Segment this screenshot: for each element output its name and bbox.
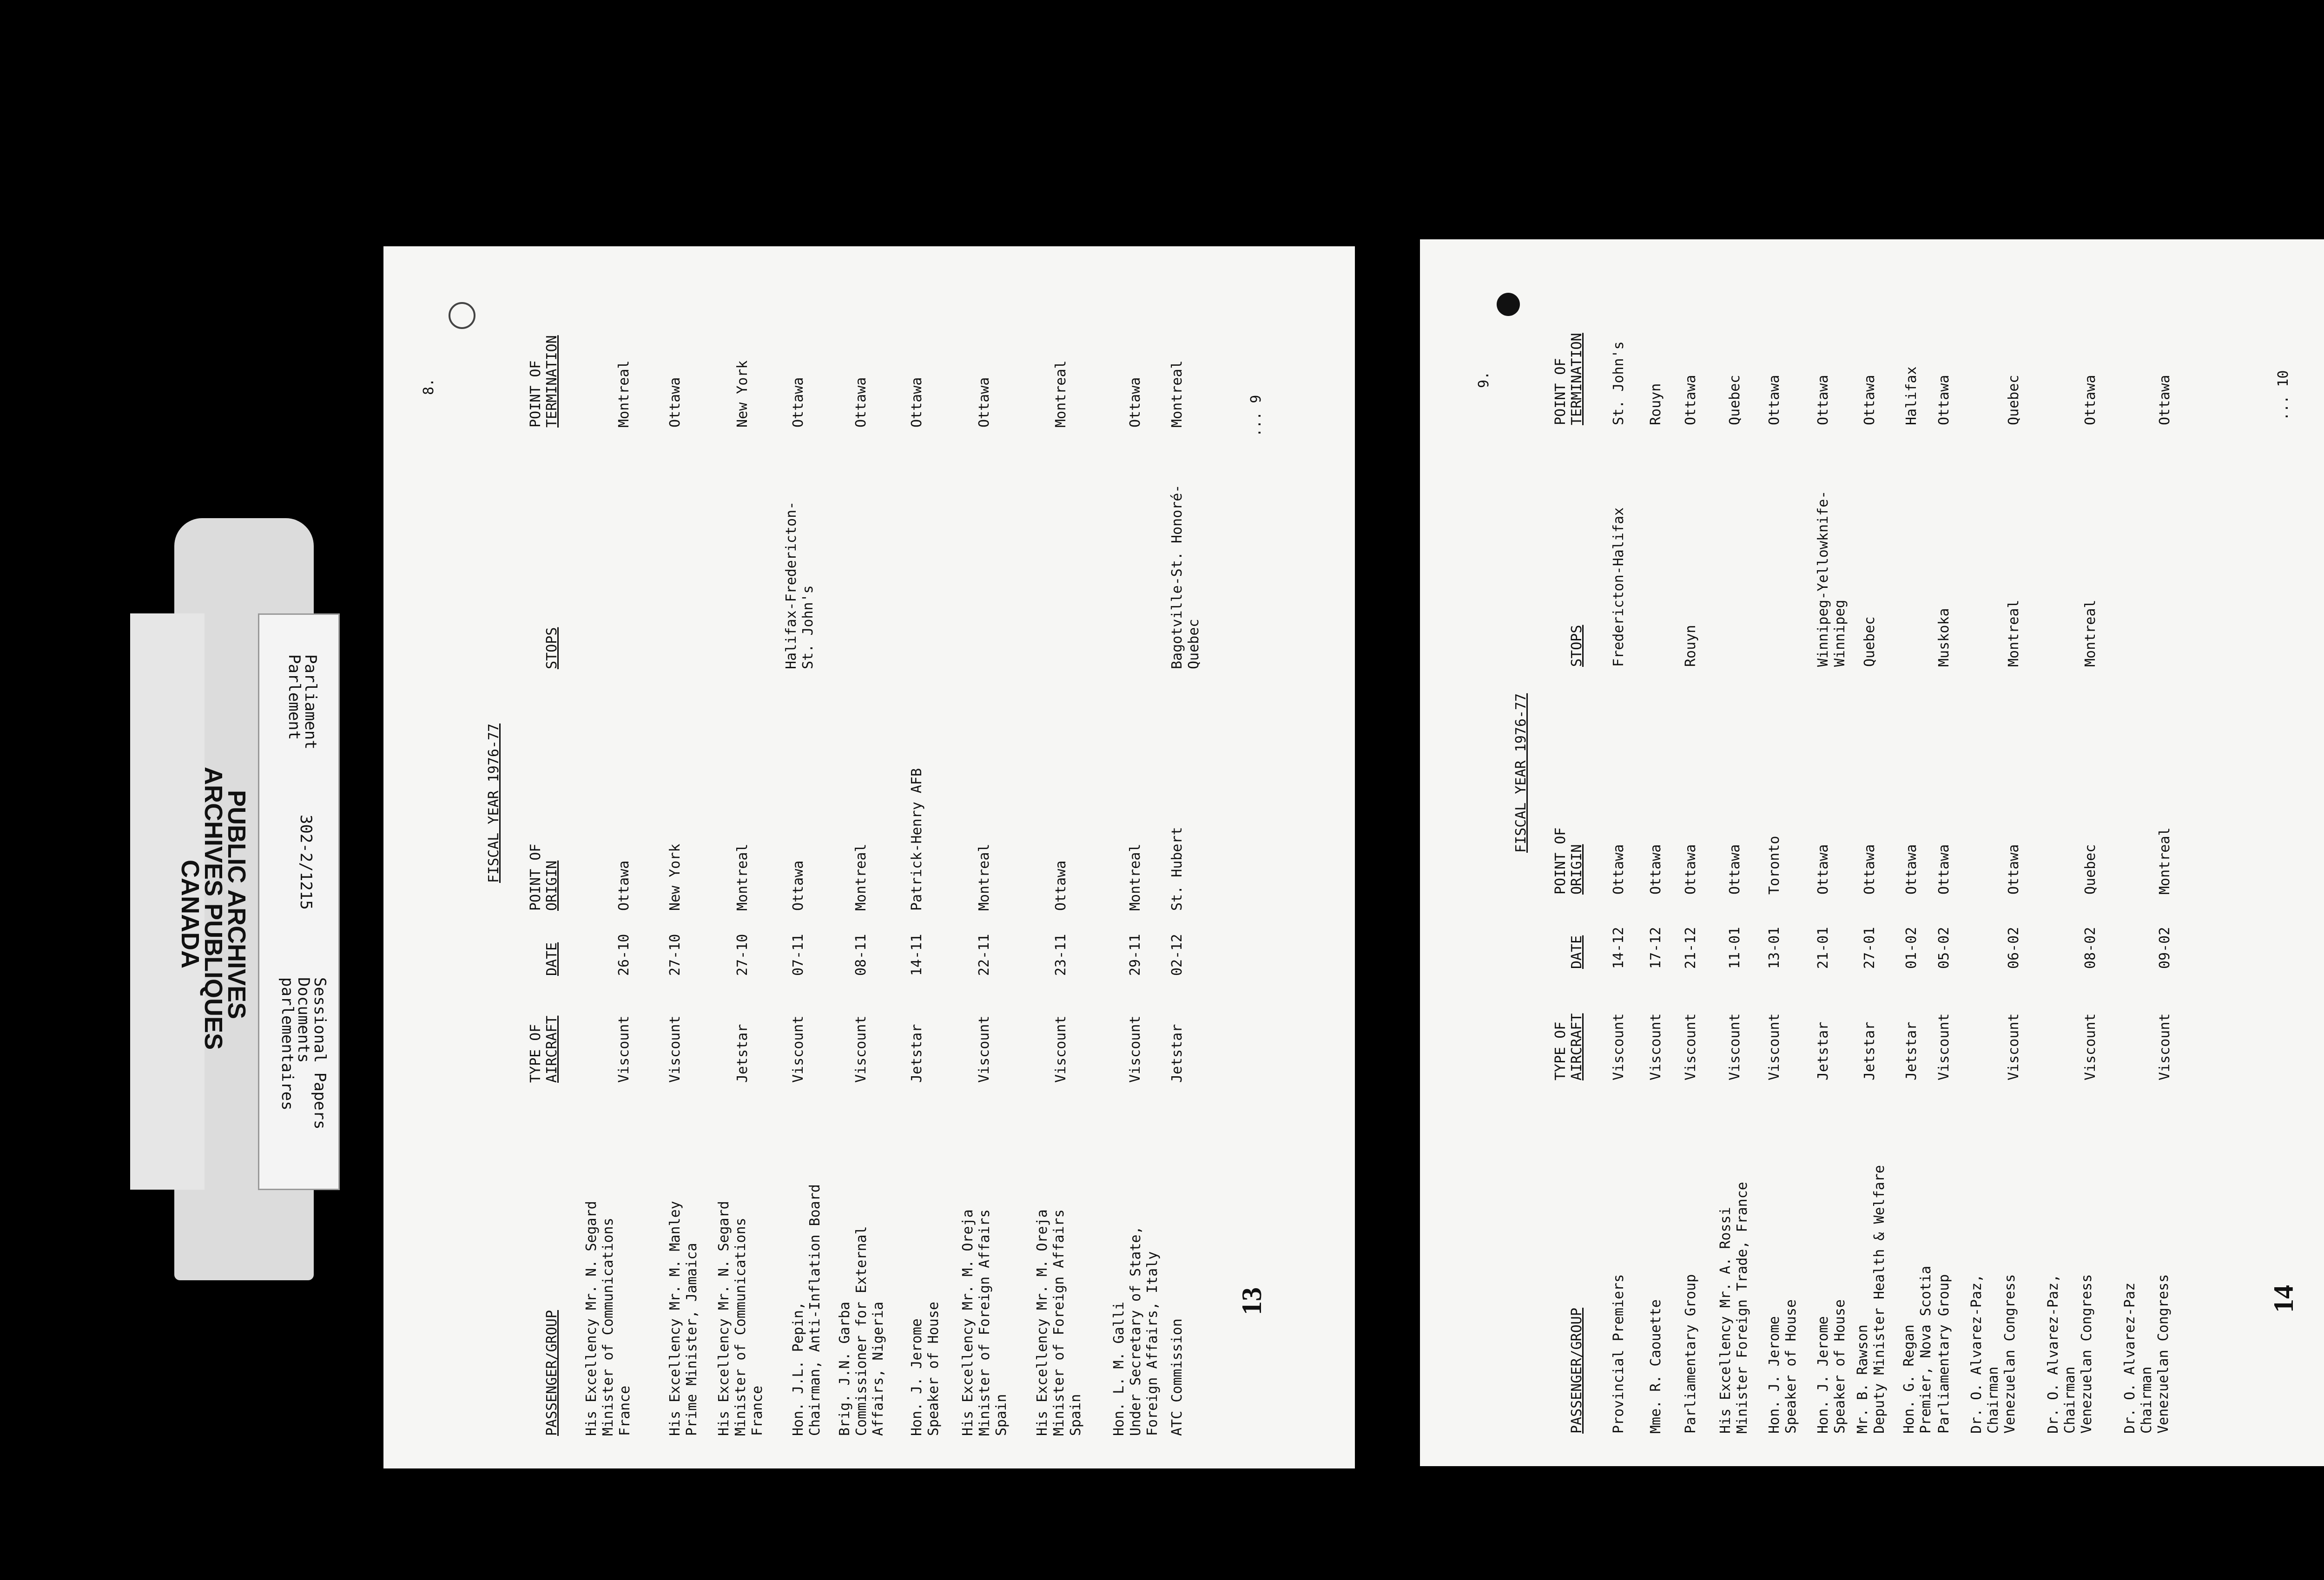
cell-termination: Quebec <box>1727 375 1743 425</box>
header-date: DATE <box>544 942 560 976</box>
cell-date: 13-01 <box>1766 927 1783 969</box>
cell-termination: Ottawa <box>1862 375 1878 425</box>
cell-passenger: ATC Commission <box>1169 1318 1185 1436</box>
cell-origin: Ottawa <box>790 860 806 911</box>
cell-stops: Quebec <box>1862 616 1878 667</box>
header-origin-2: ORIGIN <box>544 860 560 911</box>
cell-aircraft: Viscount <box>2157 1013 2173 1080</box>
cell-passenger: His Excellency Mr. A. Rossi Minister Foreign Trade, France <box>1717 1182 1750 1434</box>
cell-termination: Ottawa <box>790 377 806 428</box>
cell-origin: Ottawa <box>1053 860 1069 911</box>
cell-date: 08-02 <box>2082 927 2099 969</box>
cell-origin: Toronto <box>1766 836 1783 895</box>
document-page-right <box>1420 239 2324 1466</box>
cell-date: 26-10 <box>616 934 632 976</box>
cell-origin: Ottawa <box>1936 844 1952 895</box>
cell-origin: Montreal <box>853 843 869 911</box>
cell-aircraft: Viscount <box>1766 1013 1783 1080</box>
archives-line-3: CANADA <box>176 860 204 968</box>
cell-termination: Ottawa <box>853 377 869 428</box>
cell-termination: Halifax <box>1903 366 1920 425</box>
fiscal-year-title: FISCAL YEAR 1976-77 <box>486 723 502 883</box>
cell-date: 23-11 <box>1053 934 1069 976</box>
cell-termination: Ottawa <box>909 377 925 428</box>
cell-stops: Montreal <box>2006 599 2022 667</box>
header-termination-2: TERMINATION <box>1569 333 1585 425</box>
cell-origin: Ottawa <box>1611 844 1627 895</box>
cell-date: 27-01 <box>1862 927 1878 969</box>
header-aircraft-1: TYPE OF <box>528 1024 544 1083</box>
cell-passenger: Dr. O. Alvarez-Paz Chairman Venezuelan Congress <box>2122 1274 2172 1434</box>
label-sessional-2: Documents <box>294 977 313 1063</box>
cell-passenger: His Excellency Mr. M. Manley Prime Minister, Jamaica <box>667 1201 700 1436</box>
cell-aircraft: Jetstar <box>734 1024 751 1083</box>
page-number: 9. <box>1476 371 1492 388</box>
cell-origin: Montreal <box>2157 827 2173 895</box>
label-parlement: Parlement <box>285 654 304 740</box>
cell-aircraft: Jetstar <box>1903 1021 1920 1080</box>
cell-date: 14-11 <box>909 934 925 976</box>
cell-stops: Fredericton-Halifax <box>1611 507 1627 667</box>
header-origin-2: ORIGIN <box>1569 844 1585 895</box>
cell-termination: Ottawa <box>1815 375 1831 425</box>
cell-date: 21-12 <box>1683 927 1699 969</box>
cell-origin: Ottawa <box>1683 844 1699 895</box>
cell-date: 05-02 <box>1936 927 1952 969</box>
cell-aircraft: Viscount <box>1611 1013 1627 1080</box>
cell-aircraft: Viscount <box>1648 1013 1664 1080</box>
cell-origin: Quebec <box>2082 844 2099 895</box>
cell-aircraft: Viscount <box>1683 1013 1699 1080</box>
cell-passenger: Brig. J.N. Garba Commissioner for External Affairs, Nigeria <box>837 1226 886 1436</box>
cell-date: 07-11 <box>790 934 806 976</box>
cell-date: 17-12 <box>1648 927 1664 969</box>
right-page-content <box>1420 239 2324 1466</box>
cell-aircraft: Viscount <box>853 1015 869 1083</box>
cell-aircraft: Viscount <box>976 1015 992 1083</box>
sheet-number: 13 <box>1236 1287 1267 1315</box>
cell-date: 11-01 <box>1727 927 1743 969</box>
cell-origin: Montreal <box>734 843 751 911</box>
cell-date: 01-02 <box>1903 927 1920 969</box>
cell-termination: New York <box>734 360 751 428</box>
cell-passenger: Hon. J.L. Pepin, Chairman, Anti-Inflation Board <box>790 1184 823 1436</box>
fiscal-year-title: FISCAL YEAR 1976-77 <box>1513 693 1529 853</box>
header-date: DATE <box>1569 935 1585 969</box>
cell-aircraft: Viscount <box>616 1015 632 1083</box>
cell-termination: Ottawa <box>1766 375 1783 425</box>
cell-termination: Ottawa <box>1936 375 1952 425</box>
left-page-content <box>383 246 1355 1468</box>
cell-stops: Rouyn <box>1683 625 1699 667</box>
header-aircraft-2: AIRCRAFT <box>1569 1013 1585 1080</box>
cell-aircraft: Viscount <box>1127 1015 1143 1083</box>
cell-passenger: Hon. J. Jerome Speaker of House <box>909 1302 942 1436</box>
header-aircraft-2: AIRCRAFT <box>544 1015 560 1083</box>
header-stops: STOPS <box>1569 625 1585 667</box>
cell-origin: Ottawa <box>1862 844 1878 895</box>
cell-termination: St. John's <box>1611 341 1627 425</box>
cell-passenger: His Excellency Mr. M. Oreja Minister of Foreign Affairs Spain <box>960 1209 1010 1436</box>
cell-aircraft: Jetstar <box>1815 1021 1831 1080</box>
cell-date: 02-12 <box>1169 934 1185 976</box>
cell-passenger: Hon. G. Regan Premier, Nova Scotia <box>1901 1265 1934 1434</box>
cell-termination: Ottawa <box>2157 375 2173 425</box>
cell-passenger: Parliamentary Group <box>1683 1274 1699 1434</box>
cell-termination: Montreal <box>1169 360 1185 428</box>
cell-termination: Ottawa <box>667 377 683 428</box>
cell-origin: St. Hubert <box>1169 827 1185 911</box>
cell-origin: New York <box>667 843 683 911</box>
cell-aircraft: Viscount <box>2082 1013 2099 1080</box>
cell-passenger: Hon. J. Jerome Speaker of House <box>1815 1299 1848 1434</box>
cell-aircraft: Viscount <box>1936 1013 1952 1080</box>
cell-date: 21-01 <box>1815 927 1831 969</box>
cell-termination: Rouyn <box>1648 383 1664 425</box>
cell-passenger: Mr. B. Rawson Deputy Minister Health & Welfare <box>1855 1165 1888 1434</box>
sheet-number: 14 <box>2268 1285 2299 1313</box>
cell-termination: Montreal <box>1053 360 1069 428</box>
header-stops: STOPS <box>544 627 560 669</box>
cell-origin: Ottawa <box>616 860 632 911</box>
cell-origin: Montreal <box>976 843 992 911</box>
cell-termination: Montreal <box>616 360 632 428</box>
cell-stops: Bagotville-St. Honoré- Quebec <box>1169 484 1202 669</box>
cell-aircraft: Viscount <box>1053 1015 1069 1083</box>
header-origin-1: POINT OF <box>1552 827 1569 895</box>
document-page-left <box>383 246 1355 1468</box>
label-sessional-3: parlementaires <box>278 977 297 1111</box>
label-sessional-1: Sessional Papers <box>310 977 329 1130</box>
cell-origin: Ottawa <box>1727 844 1743 895</box>
cell-aircraft: Viscount <box>790 1015 806 1083</box>
label-number: 302-2/1215 <box>297 815 315 910</box>
cell-date: 14-12 <box>1611 927 1627 969</box>
header-termination-1: POINT OF <box>1552 358 1569 425</box>
archives-line-1: PUBLIC ARCHIVES <box>223 790 251 1020</box>
archive-label-card <box>258 613 340 1190</box>
cell-origin: Patrick-Henry AFB <box>909 768 925 911</box>
cell-passenger: Provincial Premiers <box>1611 1274 1627 1434</box>
header-termination-2: TERMINATION <box>544 335 560 428</box>
cell-aircraft: Jetstar <box>1169 1024 1185 1083</box>
cell-stops: Montreal <box>2082 599 2099 667</box>
page-number: 8. <box>421 378 437 395</box>
cell-origin: Ottawa <box>2006 844 2022 895</box>
cell-passenger: His Excellency Mr. N. Segard Minister of Communications France <box>716 1201 766 1436</box>
cell-aircraft: Viscount <box>1727 1013 1743 1080</box>
header-origin-1: POINT OF <box>528 843 544 911</box>
cell-termination: Ottawa <box>2082 375 2099 425</box>
cell-date: 08-11 <box>853 934 869 976</box>
continued-note: ... 9 <box>1248 395 1264 437</box>
cell-termination: Ottawa <box>1683 375 1699 425</box>
cell-passenger: Dr. O. Alvarez-Paz, Chairman Venezuelan Congress <box>1968 1274 2018 1434</box>
cell-termination: Ottawa <box>1127 377 1143 428</box>
cell-date: 27-10 <box>667 934 683 976</box>
cell-date: 27-10 <box>734 934 751 976</box>
header-termination-1: POINT OF <box>528 360 544 428</box>
cell-origin: Montreal <box>1127 843 1143 911</box>
header-passenger: PASSENGER/GROUP <box>544 1310 560 1436</box>
archives-line-2: ARCHIVES PUBLIQUES <box>199 767 227 1050</box>
cell-passenger: His Excellency Mr. N. Segard Minister of Communications France <box>583 1201 633 1436</box>
cell-passenger: His Excellency Mr. M. Oreja Minister of Foreign Affairs Spain <box>1034 1209 1084 1436</box>
cell-stops: Halifax-Fredericton- St. John's <box>783 501 816 669</box>
label-parliament: Parliament <box>301 654 320 750</box>
cell-date: 29-11 <box>1127 934 1143 976</box>
continued-note: ... 10 <box>2275 370 2291 421</box>
cell-passenger: Hon. L. M. Galli Under Secretary of State, Foreign Affairs, Italy <box>1111 1226 1161 1436</box>
cell-origin: Ottawa <box>1903 844 1920 895</box>
cell-date: 06-02 <box>2006 927 2022 969</box>
cell-termination: Quebec <box>2006 375 2022 425</box>
cell-aircraft: Viscount <box>667 1015 683 1083</box>
cell-aircraft: Jetstar <box>909 1024 925 1083</box>
header-aircraft-1: TYPE OF <box>1552 1021 1569 1080</box>
cell-passenger: Dr. O. Alvarez-Paz, Chairman Venezuelan Congress <box>2045 1274 2095 1434</box>
cell-aircraft: Viscount <box>2006 1013 2022 1080</box>
cell-passenger: Mme. R. Caouette <box>1648 1299 1664 1434</box>
cell-date: 22-11 <box>976 934 992 976</box>
cell-termination: Ottawa <box>976 377 992 428</box>
cell-origin: Ottawa <box>1815 844 1831 895</box>
header-passenger: PASSENGER/GROUP <box>1569 1308 1585 1434</box>
cell-stops: Winnipeg-Yellowknife- Winnipeg <box>1815 490 1848 667</box>
cell-aircraft: Jetstar <box>1862 1021 1878 1080</box>
cell-passenger: Hon. J. Jerome Speaker of House <box>1766 1299 1799 1434</box>
cell-passenger: Parliamentary Group <box>1936 1274 1952 1434</box>
cell-date: 09-02 <box>2157 927 2173 969</box>
cell-stops: Muskoka <box>1936 608 1952 667</box>
cell-origin: Ottawa <box>1648 844 1664 895</box>
